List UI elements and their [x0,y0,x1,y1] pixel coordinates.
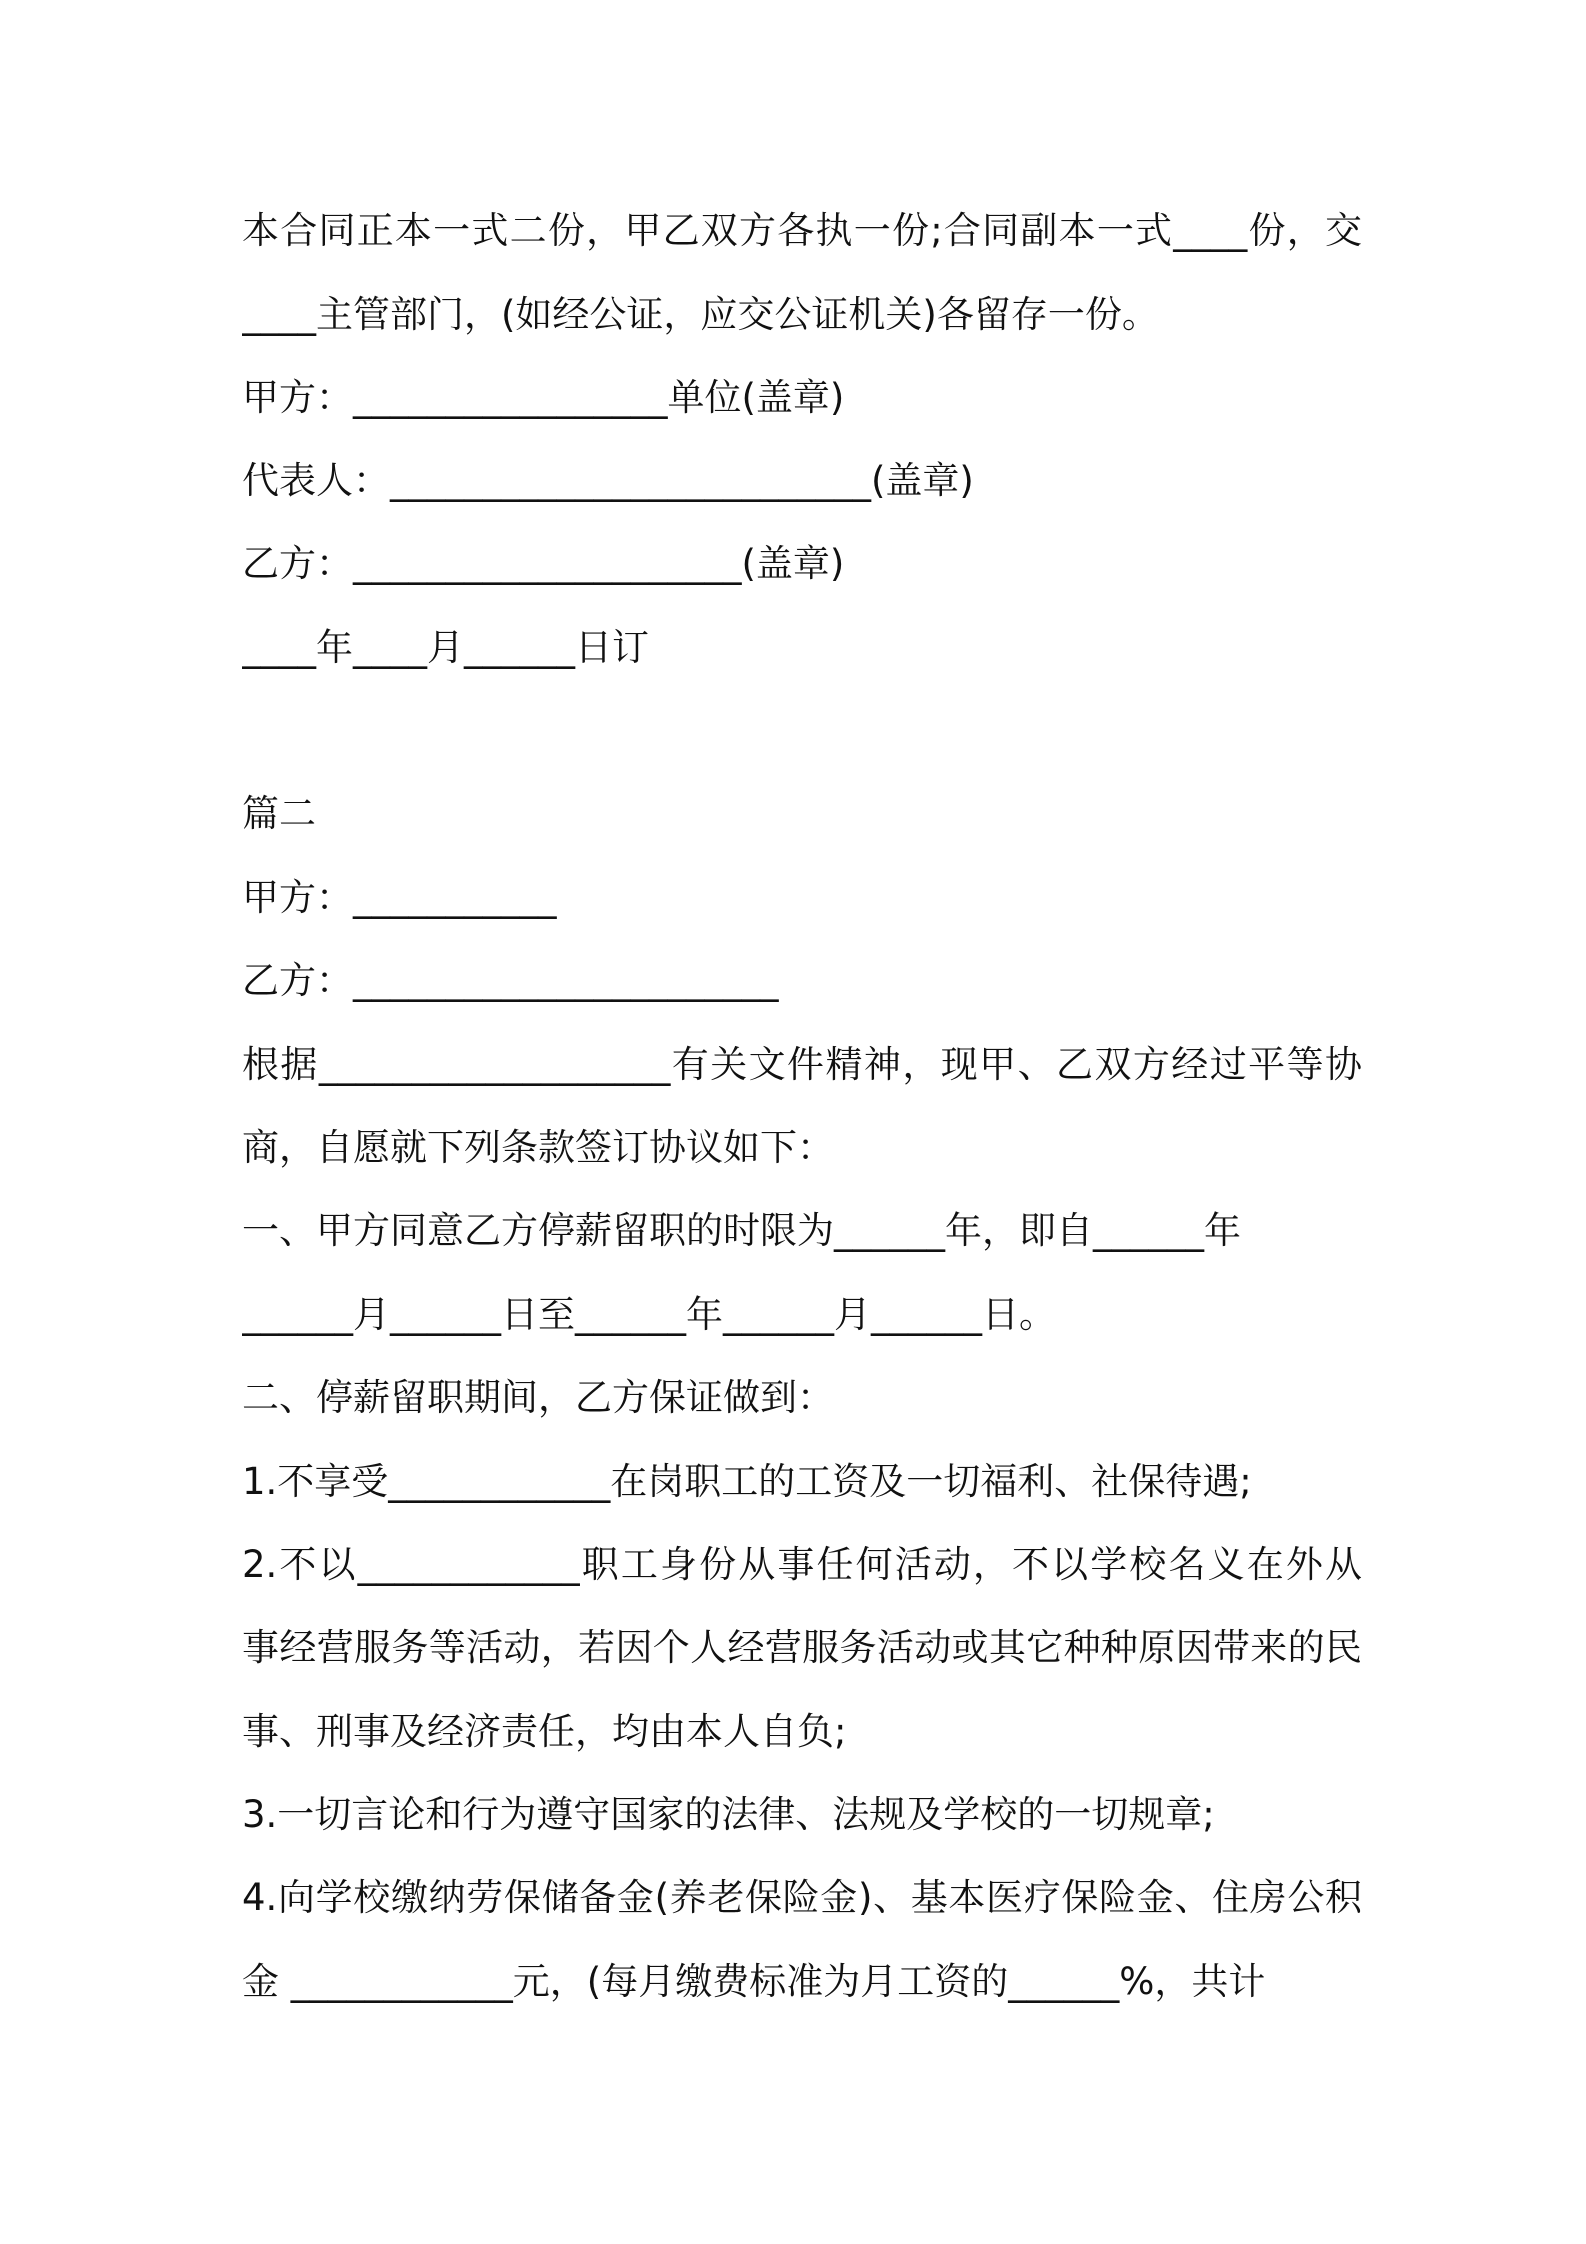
clause-line: ______月______日至______年______月______日。 [242,1293,1056,1336]
signature-line-representative: 代表人：__________________________(盖章) [242,459,974,502]
clause-item: 3.一切言论和行为遵守国家的法律、法规及学校的一切规章; [242,1793,1215,1836]
paragraph-line: 根据___________________有关文件精神，现甲、乙双方经过平等协 [242,1043,1362,1086]
clause-item-continued: 金 ____________元，(每月缴费标准为月工资的______%，共计 [242,1960,1266,2003]
section-heading: 篇二 [242,792,316,835]
clause-item: 4.向学校缴纳劳保储备金(养老保险金)、基本医疗保险金、住房公积 [242,1876,1362,1919]
party-a-line: 甲方：___________ [242,876,557,919]
paragraph-line: 本合同正本一式二份，甲乙双方各执一份;合同副本一式____份，交 [242,209,1362,252]
signature-line-party-b: 乙方：_____________________(盖章) [242,542,845,585]
paragraph-line: ____主管部门，(如经公证，应交公证机关)各留存一份。 [242,293,1159,336]
clause-item: 1.不享受____________在岗职工的工资及一切福利、社保待遇; [242,1460,1252,1503]
paragraph-line: 商，自愿就下列条款签订协议如下： [242,1126,834,1169]
clause-item: 2.不以____________职工身份从事任何活动，不以学校名义在外从 [242,1543,1362,1586]
signature-line-party-a: 甲方：_________________单位(盖章) [242,376,845,419]
clause-item-continued: 事、刑事及经济责任，均由本人自负; [242,1710,847,1753]
party-b-line: 乙方：_______________________ [242,959,779,1002]
clause-heading: 二、停薪留职期间，乙方保证做到： [242,1376,834,1419]
date-line: ____年____月______日订 [242,626,649,669]
clause-item-continued: 事经营服务等活动，若因个人经营服务活动或其它种种原因带来的民 [242,1626,1362,1669]
clause-line: 一、甲方同意乙方停薪留职的时限为______年，即自______年 [242,1209,1241,1252]
